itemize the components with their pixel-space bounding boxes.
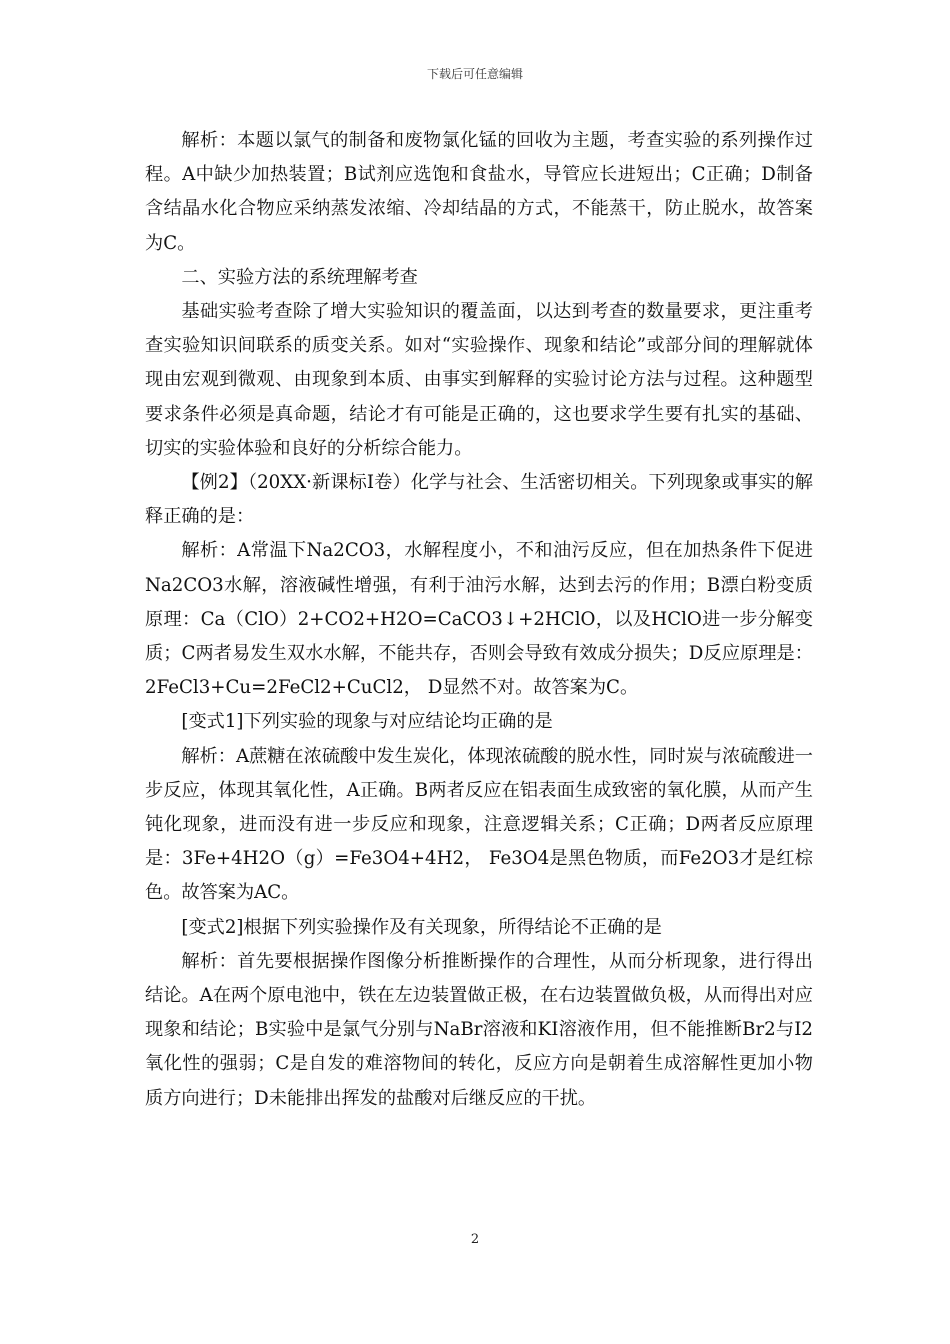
page-header: 下载后可任意编辑 xyxy=(426,67,523,81)
paragraph-analysis-variant-1: 解析：A蔗糖在浓硫酸中发生炭化，体现浓硫酸的脱水性，同时炭与浓硫酸进一步反应，体现其氧化性，A正确。B两者反应在铝表面生成致密的氧化膜，从而产生钝化现象，进而没有进一步反应和现象，注意逻辑关系；C正确；D两者反应原理是：3Fe+4H2O（g）=Fe3O4+4H2， Fe3O4是黑色物质，而Fe2O3才是红棕色。故答案为AC。 xyxy=(145,745,813,904)
page-number: 2 xyxy=(470,1232,480,1247)
paragraph-variant-1: [变式1]下列实验的现象与对应结论均正确的是 xyxy=(181,711,553,733)
paragraph-example-2: 【例2】（20XX·新课标Ⅰ卷）化学与社会、生活密切相关。下列现象或事实的解释正确的是： xyxy=(145,472,813,528)
paragraph-basic-experiment: 基础实验考查除了增大实验知识的覆盖面，以达到考查的数量要求，更注重考查实验知识间联系的质变关系。如对“实验操作、现象和结论”或部分间的理解就体现由宏观到微观、由现象到本质、由事实到解释的实验讨论方法与过程。这种题型要求条件必须是真命题，结论才有可能是正确的，这也要求学生要有扎实的基础、切实的实验体验和良好的分析综合能力。 xyxy=(145,301,813,459)
paragraph-analysis-variant-2: 解析：首先要根据操作图像分析推断操作的合理性，从而分析现象，进行得出结论。A在两个原电池中，铁在左边装置做正极，在右边装置做负极，从而得出对应现象和结论；B实验中是氯气分别与NaBr溶液和KI溶液作用，但不能推断Br2与I2氧化性的强弱；C是自发的难溶物间的转化，反应方向是朝着生成溶解性更加小物质方向进行；D未能排出挥发的盐酸对后继反应的干扰。 xyxy=(145,950,813,1109)
paragraph-analysis-2: 解析：A常温下Na2CO3，水解程度小，不和油污反应，但在加热条件下促进Na2CO3水解，溶液碱性增强，有利于油污水解，达到去污的作用；B漂白粉变质原理：Ca（ClO）2+CO2+H2O=CaCO3↓+2HClO，以及HClO进一步分解变质；C两者易发生双水水解，不能共存，否则会导致有效成分损失；D反应原理是：2FeCl3+Cu=2FeCl2+CuCl2， D显然不对。故答案为C。 xyxy=(145,540,813,699)
section-heading-2: 二、实验方法的系统理解考查 xyxy=(181,266,418,288)
document-body xyxy=(145,124,813,1116)
paragraph-variant-2: [变式2]根据下列实验操作及有关现象，所得结论不正确的是 xyxy=(181,916,662,938)
paragraph-analysis-1: 解析：本题以氯气的制备和废物氯化锰的回收为主题，考查实验的系列操作过程。A中缺少加热装置；B试剂应选饱和食盐水，导管应长进短出；C正确；D制备含结晶水化合物应采纳蒸发浓缩、冷却结晶的方式，不能蒸干，防止脱水，故答案为C。 xyxy=(145,130,813,254)
